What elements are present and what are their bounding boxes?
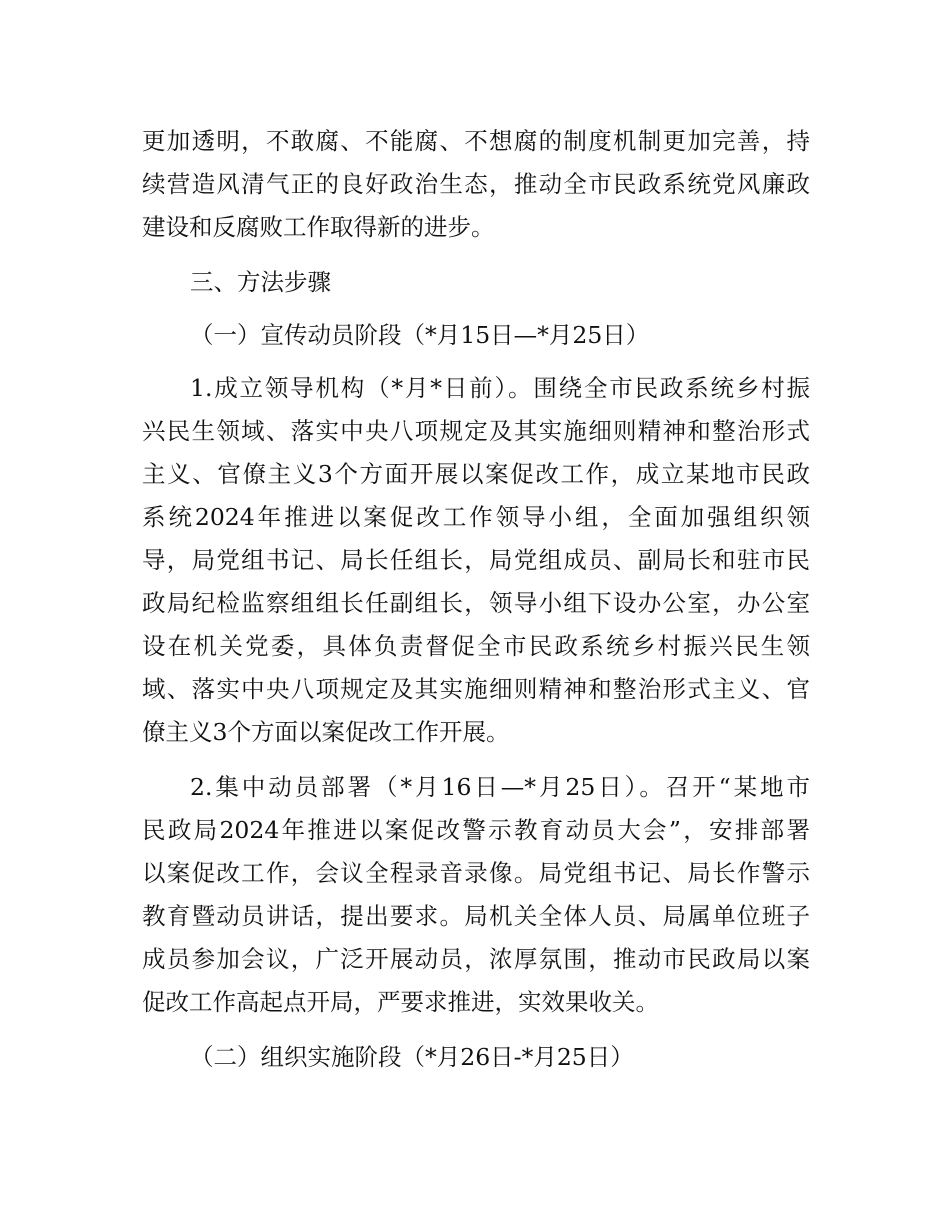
item2-line-4: 教育暨动员讲话，提出要求。局机关全体人员、局属单位班子 [142, 902, 810, 930]
item1-line-7: 设在机关党委，具体负责督促全市民政系统乡村振兴民生领 [142, 632, 810, 660]
item2-line-2: 民政局2024年推进以案促改警示教育动员大会”，安排部署 [142, 816, 810, 844]
item2-line-6: 促改工作高起点开局，严要求推进，实效果收关。 [142, 988, 659, 1016]
item2-line-1: 2.集中动员部署（*月16日—*月25日）。召开“某地市 [190, 773, 810, 801]
item1-line-2: 兴民生领域、落实中央八项规定及其实施细则精神和整治形式 [142, 417, 810, 445]
item1-line-3: 主义、官僚主义3个方面开展以案促改工作，成立某地市民政 [142, 460, 810, 488]
subsection-heading-1: （一）宣传动员阶段（*月15日—*月25日） [190, 321, 650, 349]
item2-line-3: 以案促改工作，会议全程录音录像。局党组书记、局长作警示 [142, 859, 810, 887]
item2-line-5: 成员参加会议，广泛开展动员，浓厚氛围，推动市民政局以案 [142, 945, 810, 973]
section-heading-methods: 三、方法步骤 [190, 268, 331, 296]
subsection-heading-2: （二）组织实施阶段（*月26日-*月25日） [190, 1043, 634, 1071]
item1-line-9: 僚主义3个方面以案促改工作开展。 [142, 718, 510, 746]
item1-line-8: 域、落实中央八项规定及其实施细则精神和整治形式主义、官 [142, 675, 810, 703]
item1-line-5: 导，局党组书记、局长任组长，局党组成员、副局长和驻市民 [142, 546, 810, 574]
item1-line-1: 1.成立领导机构（*月*日前）。围绕全市民政系统乡村振 [190, 374, 810, 402]
intro-line-1: 更加透明，不敢腐、不能腐、不想腐的制度机制更加完善，持 [142, 127, 810, 155]
intro-line-2: 续营造风清气正的良好政治生态，推动全市民政系统党风廉政 [142, 170, 810, 198]
item1-line-6: 政局纪检监察组组长任副组长，领导小组下设办公室，办公室 [142, 589, 810, 617]
intro-line-3: 建设和反腐败工作取得新的进步。 [142, 213, 495, 241]
item1-line-4: 系统2024年推进以案促改工作领导小组，全面加强组织领 [142, 503, 810, 531]
